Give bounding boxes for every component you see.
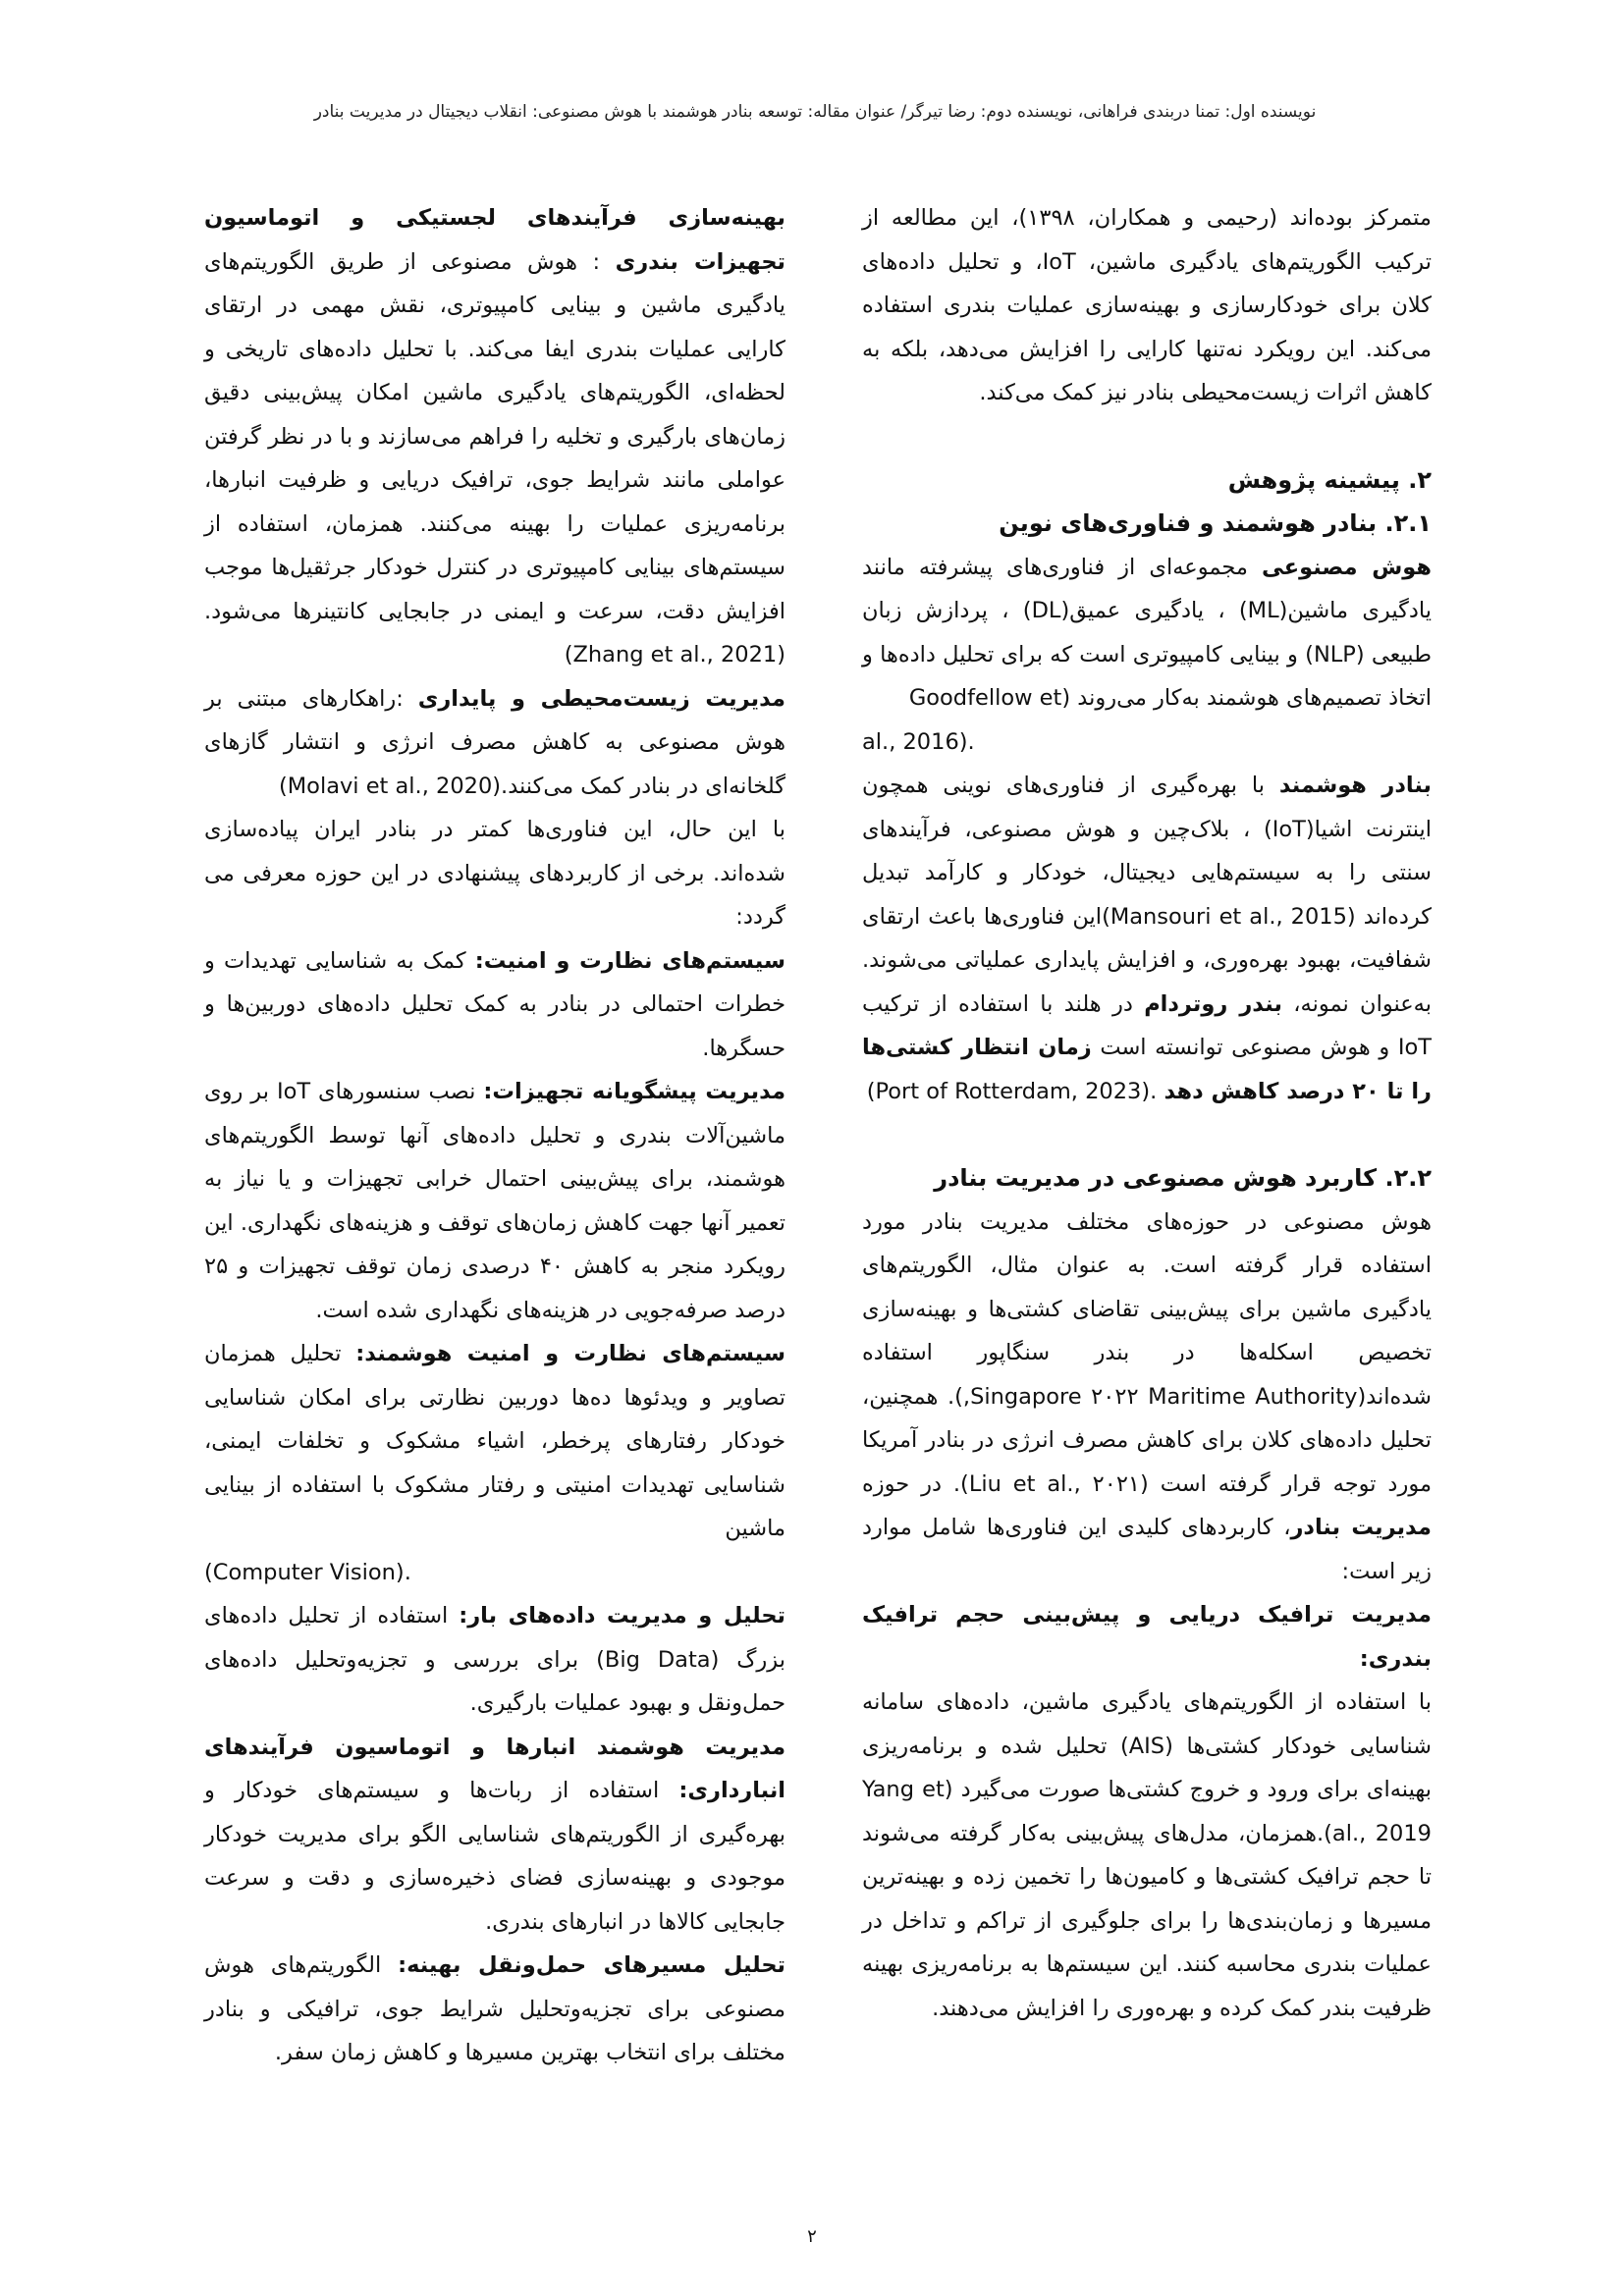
logistics-text: : هوش مصنوعی از طریق الگوریتم‌های یادگیری ماشین و بینایی کامپیوتری، نقش مهمی در ارتقای کارایی عملیات بندری ایفا می‌کند. با تحلیل داده‌های تاریخی و لحظه‌ای، الگوریتم‌های یادگیری ماشین امکان پیش‌بینی دقیق زمان‌های بارگیری و تخلیه را فراهم می‌سازند و با در نظر گرفتن عواملی مانند شرایط جوی، ترافیک دریایی و ظرفیت انبارها، برنامه‌ریزی عملیات را بهینه می‌کنند. همزمان، استفاده از سیستم‌های بینایی کامپیوتری در کنترل خودکار جرثقیل‌ها موجب افزایش دقت، سرعت و ایمنی در جابجایی کانتینرها می‌شود.(Zhang et al., 2021) (204, 248, 785, 667)
routes-text: الگوریتم‌های هوش مصنوعی برای تجزیه‌وتحلیل شرایط جوی، ترافیکی و بنادر مختلف برای انتخاب بهترین مسیرها و کاهش زمان سفر. (204, 1952, 785, 2065)
warehouse-text: استفاده از ربات‌ها و سیستم‌های خودکار و بهره‌گیری از الگوریتم‌های شناسایی الگو برای مدیریت خودکار موجودی و بهینه‌سازی فضای ذخیره‌سازی و دقت و سرعت جابجایی کالاها در انبارهای بندری. (204, 1778, 785, 1935)
traffic-heading: مدیریت ترافیک دریایی و پیش‌بینی حجم ترافیک بندری: (862, 1602, 1432, 1672)
ai-definition-paragraph (862, 546, 1432, 721)
section-2-1-heading: ۲.۱. بنادر هوشمند و فناوری‌های نوین (999, 509, 1432, 537)
environment-text: :راهکارهای مبتنی بر هوش مصنوعی به کاهش مصرف انرژی و انتشار گازهای گلخانه‌ای در بنادر کمک می‌کنند.(Molavi et al., 2020) (204, 685, 785, 799)
environment-term: مدیریت زیست‌محیطی و پایداری (417, 685, 785, 712)
right-column (862, 196, 1432, 2030)
traffic-paragraph: با استفاده از الگوریتم‌های یادگیری ماشین، داده‌های سامانه شناسایی خودکار کشتی‌ها (AIS) تحلیل شده و برنامه‌ریزی بهینه‌ای برای ورود و خروج کشتی‌ها صورت می‌گیرد (Yang et al., 2019).همزمان، مدل‌های پیش‌بینی به‌کار گرفته می‌شوند تا حجم ترافیک کشتی‌ها و کامیون‌ها را تخمین زده و بهینه‌ترین مسیرها و زمان‌بندی‌ها را برای جلوگیری از تراکم و تداخل در عملیات بندری محاسبه کنند. این سیستم‌ها به برنامه‌ریزی بهینه ظرفیت بندر کمک کرده و بهره‌وری را افزایش می‌دهند. (862, 1689, 1433, 2021)
intro-paragraph: متمرکز بوده‌اند (رحیمی و همکاران، ۱۳۹۸)، این مطالعه از ترکیب الگوریتم‌های یادگیری ماشین، IoT، و تحلیل داده‌های کلان برای خودکارسازی و بهینه‌سازی عملیات بندری استفاده می‌کند. این رویکرد نه‌تنها کارایی را افزایش می‌دهد، بلکه به کاهش اثرات زیست‌محیطی بنادر نیز کمک می‌کند. (862, 205, 1432, 405)
routes-paragraph (204, 1944, 785, 2075)
warehouse-term: مدیریت هوشمند انبارها و اتوماسیون فرآیندهای انبارداری: (204, 1734, 785, 1803)
ai-mgmt-text-2: ، کاربردهای کلیدی این فناوری‌ها شامل موارد زیر است: (862, 1515, 1432, 1584)
predictive-maintenance-paragraph (204, 1070, 785, 1332)
cargo-text: استفاده از تحلیل داده‌های بزرگ (Big Data) برای بررسی و تجزیه‌وتحلیل داده‌های حمل‌ونقل و بهبود عملیات بارگیری. (204, 1603, 785, 1716)
rotterdam-citation: .(Port of Rotterdam, 2023) (866, 1078, 1164, 1104)
page-number: ۲ (807, 2226, 817, 2247)
smart-ports-text: با بهره‌گیری از فناوری‌های نوینی همچون اینترنت اشیا(IoT) ، بلاک‌چین و هوش مصنوعی، فرآیندهای سنتی را به سیستم‌هایی دیجیتال، خودکار و کارآمد تبدیل کرده‌اند (Mansouri et al., 2015)این فناوری‌ها باعث ارتقای شفافیت، بهبود بهره‌وری، و افزایش پایداری عملیاتی می‌شوند. به‌عنوان نمونه، (862, 773, 1432, 1017)
ai-mgmt-text: هوش مصنوعی در حوزه‌های مختلف مدیریت بنادر مورد استفاده قرار گرفته است. به عنوان مثال، الگوریتم‌های یادگیری ماشین برای پیش‌بینی تقاضای کشتی‌ها و بهینه‌سازی تخصیص اسکله‌ها در بندر سنگاپور استفاده شده‌اند(Singapore ۲۰۲۲ Maritime Authority,). همچنین، تحلیل داده‌های کلان برای کاهش مصرف انرژی در بنادر آمریکا مورد توجه قرار گرفته است (Liu et al., ۲۰۲۱). در حوزه (862, 1208, 1432, 1497)
logistics-term: بهینه‌سازی فرآیندهای لجستیکی و اتوماسیون تجهیزات بندری (204, 205, 785, 275)
cargo-term: تحلیل و مدیریت داده‌های بار: (459, 1603, 786, 1629)
ai-term: هوش مصنوعی (1261, 554, 1432, 580)
computer-vision-citation: (Computer Vision). (204, 1559, 411, 1585)
port-management-term: مدیریت بنادر (1290, 1515, 1432, 1540)
environment-paragraph (204, 677, 785, 809)
smart-ports-term: بنادر هوشمند (1278, 773, 1432, 798)
left-column (204, 196, 785, 2075)
wait-time-claim: زمان انتظار کشتی‌ها را تا ۲۰ درصد کاهش دهد (862, 1035, 1432, 1104)
surveillance-text: کمک به شناسایی تهدیدات و خطرات احتمالی در بنادر به کمک تحلیل داده‌های دوربین‌ها و حسگرها. (204, 947, 785, 1061)
smart-ports-text-2: در هلند با استفاده از ترکیب IoT و هوش مصنوعی توانسته است (862, 990, 1432, 1060)
goodfellow-citation-end: al., 2016). (862, 728, 975, 755)
routes-term: تحلیل مسیرهای حمل‌ونقل بهینه: (398, 1952, 786, 1978)
section-2-heading: ۲. پیشینه پژوهش (1227, 465, 1432, 494)
running-header: نویسنده اول: تمنا دربندی فراهانی، نویسنده دوم: رضا تیرگر/ عنوان مقاله: توسعه بنادر هوشمند با هوش مصنوعی: انقلاب دیجیتال در مدیریت بنادر (313, 102, 1317, 122)
ai-port-management-paragraph (862, 1201, 1432, 1594)
predictive-term: مدیریت پیشگویانه تجهیزات: (483, 1079, 785, 1104)
smart-surveillance-text: تحلیل همزمان تصاویر و ویدئوها ده‌ها دوربین نظارتی برای امکان شناسایی خودکار رفتارهای پرخطر، اشیاء مشکوک و تخلفات ایمنی، شناسایی تهدیدات امنیتی و رفتار مشکوک با استفاده از بینایی ماشین (204, 1341, 785, 1541)
iran-paragraph: با این حال، این فناوری‌ها کمتر در بنادر ایران پیاده‌سازی شده‌اند. برخی از کاربردهای پیشنهادی در این حوزه معرفی می گردد: (204, 817, 785, 930)
section-2-2-heading: ۲.۲. کاربرد هوش مصنوعی در مدیریت بنادر (934, 1164, 1432, 1192)
smart-surveillance-term: سیستم‌های نظارت و امنیت هوشمند: (355, 1341, 785, 1366)
ai-definition-text: مجموعه‌ای از فناوری‌های پیشرفته مانند یادگیری ماشین(ML) ، یادگیری عمیق(DL) ، پردازش زبان طبیعی (NLP) و بینایی کامپیوتری است که برای تحلیل داده‌ها و اتخاذ تصمیم‌های هوشمند به‌کار می‌روند (Goodfellow et (862, 554, 1432, 711)
predictive-text: نصب سنسورهای IoT بر روی ماشین‌آلات بندری و تحلیل داده‌های آنها توسط الگوریتم‌های هوشمند، برای پیش‌بینی احتمال خرابی تجهیزات و یا نیاز به تعمیر آنها جهت کاهش زمان‌های توقف و هزینه‌های نگهداری. این رویکرد منجر به کاهش ۴۰ درصدی زمان توقف تجهیزات و ۲۵ درصد صرفه‌جویی در هزینه‌های نگهداری شده است. (204, 1079, 785, 1323)
surveillance-paragraph (204, 939, 785, 1071)
logistics-paragraph (204, 196, 785, 677)
cargo-data-paragraph (204, 1594, 785, 1726)
warehouse-paragraph (204, 1726, 785, 1945)
smart-surveillance-paragraph (204, 1332, 785, 1551)
surveillance-term: سیستم‌های نظارت و امنیت: (474, 947, 786, 974)
smart-ports-paragraph (862, 764, 1432, 1113)
rotterdam-term: بندر روتردام (1144, 990, 1282, 1017)
